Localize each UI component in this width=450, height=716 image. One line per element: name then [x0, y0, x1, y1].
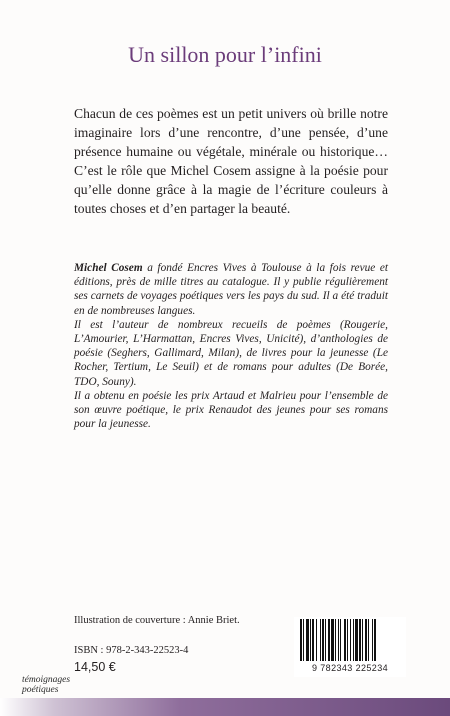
intro-paragraph: Chacun de ces poèmes est un petit univers où brille notre imaginaire lors d’une rencontre, d’une pensée, d’une présence humaine ou végétale, minérale ou historique… C’est le rôle que Michel Cosem assigne à la poésie pour qu’elle donne grâce à la magie de l’écriture couleurs à toutes choses et d’en partager la beauté. — [74, 106, 388, 216]
illustration-credit: Illustration de couverture : Annie Briet. — [74, 615, 240, 626]
barcode-bar — [328, 619, 330, 661]
barcode-bar — [310, 619, 311, 661]
bottom-color-band — [0, 698, 450, 716]
barcode-bar — [365, 619, 367, 661]
barcode-bar — [368, 619, 369, 661]
barcode-bar — [303, 619, 304, 661]
barcode-bar — [344, 619, 346, 661]
isbn: ISBN : 978-2-343-22523-4 — [74, 645, 189, 656]
barcode-bar — [353, 619, 354, 661]
barcode-bar — [362, 619, 363, 661]
barcode-bar — [325, 619, 326, 661]
barcode-bar — [322, 619, 324, 661]
barcode-bar — [355, 619, 358, 661]
bio-paragraph-3: Il a obtenu en poésie les prix Artaud et Malrieu pour l’ensemble de son œuvre poétique, le prix Renaudot des jeunes pour ses romans pour la jeunesse. — [74, 389, 388, 431]
barcode-bar — [335, 619, 336, 661]
barcode — [294, 617, 406, 677]
barcode-bar — [306, 619, 309, 661]
bio-paragraph-2: Il est l’auteur de nombreux recueils de poèmes (Rougerie, L’Amourier, L’Harmattan, Encres Vives, Unicité), d’anthologies de poésie (Seghers, Gallimard, Milan), de livres pour la jeunesse (Le Rocher, Tertium, Le Seuil) et de romans pour adultes (De Borée, TDO, Souny). — [74, 318, 388, 388]
barcode-bars — [300, 619, 400, 663]
collection-logo — [22, 675, 70, 695]
book-title: Un sillon pour l’infini — [128, 42, 322, 67]
author-bio — [74, 261, 388, 431]
barcode-bar — [340, 619, 341, 661]
collection-line-2: poétiques — [22, 685, 59, 695]
bio-paragraph-1 — [74, 261, 388, 318]
barcode-bar — [331, 619, 334, 661]
barcode-bar — [347, 619, 348, 661]
collection-line-1: témoignages — [22, 675, 71, 685]
barcode-bar — [350, 619, 351, 661]
bio-paragraph-1-text: a fondé Encres Vives à Toulouse à la fois revue et éditions, près de mille titres au catalogue. Il y publie régulièrement ses carnets de voyages poétiques vers les pays du sud. Il a été traduit en de nombreuses langues. — [74, 262, 388, 317]
barcode-bar — [372, 619, 373, 661]
barcode-bar — [359, 619, 361, 661]
barcode-number: 9 782343 225234 — [311, 663, 389, 673]
barcode-bar — [300, 619, 302, 661]
price: 14,50 € — [74, 660, 116, 674]
author-name: Michel Cosem — [74, 262, 143, 274]
barcode-bar — [374, 619, 376, 661]
barcode-bar — [312, 619, 314, 661]
barcode-bar — [316, 619, 317, 661]
barcode-bar — [320, 619, 321, 661]
barcode-bar — [338, 619, 339, 661]
